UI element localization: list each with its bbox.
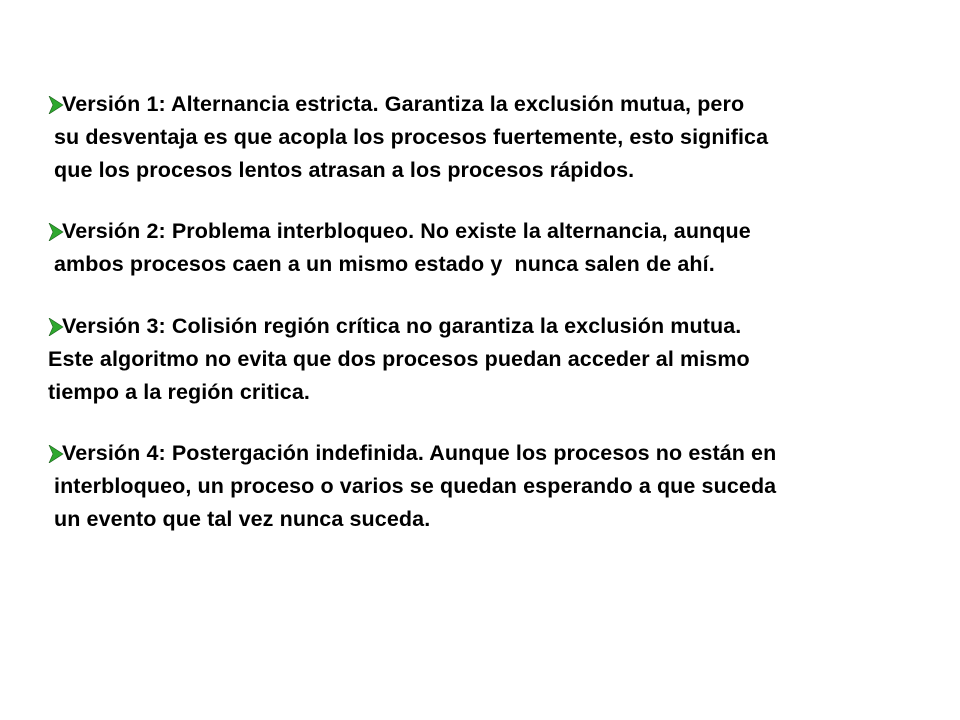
bullet-text-line: un evento que tal vez nunca suceda. [54,507,431,531]
bullet-text-line: que los procesos lentos atrasan a los procesos rápidos. [54,158,635,182]
bullet-text-line: Versión 2: Problema interbloqueo. No existe la alternancia, aunque [62,219,751,243]
bullet-text-line: tiempo a la región critica. [48,380,310,404]
bullet-text-line: Versión 4: Postergación indefinida. Aunque los procesos no están en [62,441,777,465]
bullet-text-line: Versión 3: Colisión región crítica no garantiza la exclusión mutua. [62,314,742,338]
bullet-text-line: su desventaja es que acopla los procesos fuertemente, esto significa [54,125,769,149]
bullet-text-line: Este algoritmo no evita que dos procesos puedan acceder al mismo [48,347,750,371]
bullet-text-line: interbloqueo, un proceso o varios se quedan esperando a que suceda [54,474,777,498]
bullet-text-line: Versión 1: Alternancia estricta. Garantiza la exclusión mutua, pero [62,92,745,116]
bullet-text-line: ambos procesos caen a un mismo estado y nunca salen de ahí. [54,252,715,276]
